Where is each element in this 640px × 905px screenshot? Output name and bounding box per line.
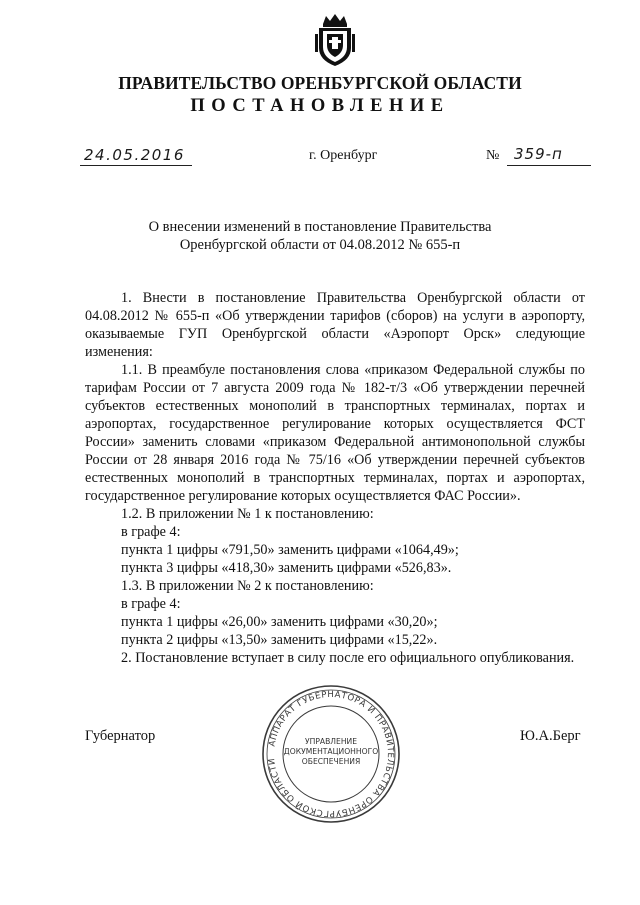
city-label: г. Оренбург xyxy=(309,148,378,163)
paragraph: пункта 3 цифры «418,30» заменить цифрами «526,83». xyxy=(121,560,452,576)
document-date: 24.05.2016 xyxy=(84,146,185,164)
stamp-line: ДОКУМЕНТАЦИОННОГО xyxy=(283,747,379,756)
document-type-title: ПОСТАНОВЛЕНИЕ xyxy=(190,96,450,116)
stamp-line: ОБЕСПЕЧЕНИЯ xyxy=(301,757,361,766)
coat-of-arms-icon xyxy=(313,14,357,68)
subject-line: О внесении изменений в постановление Правительства xyxy=(148,219,492,235)
organization-title: ПРАВИТЕЛЬСТВО ОРЕНБУРГСКОЙ ОБЛАСТИ xyxy=(118,73,522,93)
paragraph: в графе 4: xyxy=(121,596,181,612)
number-underline xyxy=(507,165,591,166)
paragraph: пункта 1 цифры «26,00» заменить цифрами «30,20»; xyxy=(121,614,438,630)
stamp-ring-text: АППАРАТ ГУБЕРНАТОРА И ПРАВИТЕЛЬСТВА ОРЕНБУРГСКОЙ ОБЛАСТИ xyxy=(267,689,396,819)
subject-line: Оренбургской области от 04.08.2012 № 655-п xyxy=(179,237,461,253)
signatory-title: Губернатор xyxy=(85,728,156,744)
paragraph: 1.1. В преамбуле постановления слова «приказом Федеральной службы по тарифам России от 7 августа 2009 года № 182-т/3 «Об утверждении перечней субъектов естественных монополий в транспортных терминалах, портах и аэропортах, государственное регулирование которых осуществляется ФСТ России» заменить словами «приказом Федеральной антимонопольной службы России от 28 января 2016 года № 75/16 «Об утверждении перечней субъектов естественных монополий в транспортных терминалах, портах и аэропортах, государственное регулирование которых осуществляется ФАС России». xyxy=(85,362,585,504)
paragraph: пункта 1 цифры «791,50» заменить цифрами «1064,49»; xyxy=(121,542,459,558)
stamp-line: УПРАВЛЕНИЕ xyxy=(304,737,358,746)
signatory-name: Ю.А.Берг xyxy=(520,728,581,744)
document-subject xyxy=(0,218,640,254)
stamp-center-text xyxy=(260,737,402,767)
paragraph: 1. Внести в постановление Правительства Оренбургской области от 04.08.2012 № 655-п «Об утверждении тарифов (сборов) на услуги в аэропорту, оказываемые ГУП Оренбургской области «Аэропорт Орск» следующие изменения: xyxy=(85,290,585,360)
paragraph: в графе 4: xyxy=(121,524,181,540)
paragraph: 2. Постановление вступает в силу после его официального опубликования. xyxy=(121,650,575,666)
paragraph: 1.2. В приложении № 1 к постановлению: xyxy=(121,506,374,522)
date-underline xyxy=(80,165,192,166)
document-body xyxy=(85,289,585,667)
document-number: 359-п xyxy=(514,145,563,163)
paragraph: пункта 2 цифры «13,50» заменить цифрами «15,22». xyxy=(121,632,438,648)
number-sign: № xyxy=(486,148,500,163)
paragraph: 1.3. В приложении № 2 к постановлению: xyxy=(121,578,374,594)
